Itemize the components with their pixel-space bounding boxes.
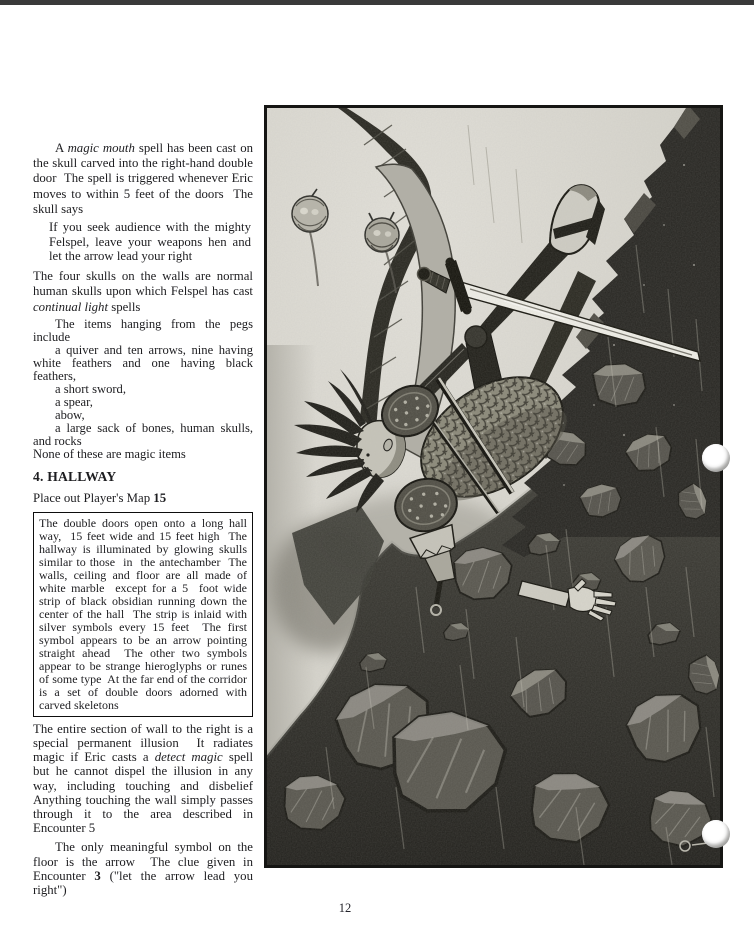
page-number: 12 (338, 901, 352, 915)
binder-punch-hole-top (702, 444, 730, 472)
items-intro: The items hanging from the pegs include (33, 316, 257, 344)
item-sack: a large sack of bones, human skulls, and rocks (33, 420, 257, 448)
left-text-column (33, 141, 260, 897)
item-spear: a spear, (55, 394, 93, 409)
paragraph-four-skulls: The four skulls on the walls are normal human skulls upon which Felspel has cast continual light spells (33, 269, 257, 314)
item-bow: abow, (55, 407, 85, 422)
paragraph-illusion: The entire section of wall to the right is a special permanent illusion It radiates magic if Eric casts a detect magic spell but he cannot dispel the illusion in any way, including touching and disbelief Anything touching the wall simply passes through it to the area described in Encounter 5 (33, 721, 260, 836)
map-instruction: Place out Player's Map 15 (33, 490, 167, 505)
hallway-heading: 4. HALLWAY (33, 468, 117, 484)
scan-top-edge (0, 0, 754, 5)
skull-quote-block: If you seek audience with the mighty Felspel, leave your weapons hen and let the arrow lead your right (49, 220, 255, 264)
item-short-sword: a short sword, (55, 381, 127, 396)
binder-punch-hole-bottom (702, 820, 730, 848)
falling-warrior-illustration (264, 105, 723, 868)
boxed-read-aloud-text: The double doors open onto a long hall way, 15 feet wide and 15 feet high The hallway is illuminated by glowing skulls similar to those in the antechamber The walls, ceiling and floor are all made of white marble except for a 5 foot wide strip of black obsidian running down the center of the hall The strip is inlaid with silver symbols every 15 feet The first symbol appears to be an arrow pointing straight ahead The other two symbols appear to be strange hieroglyphs or runes of some type At the far end of the corridor is a set of double doors adorned with carved skeletons (33, 512, 253, 717)
items-note: None of these are magic items (33, 446, 186, 461)
item-quiver: a quiver and ten arrows, nine having white feathers and one having black feathers, (33, 342, 257, 383)
paragraph-arrow-clue: The only meaningful symbol on the floor is the arrow The clue given in Encounter 3 ("let the arrow lead you right") (33, 840, 257, 897)
paragraph-magic-mouth: A magic mouth spell has been cast on the skull carved into the right-hand double door The spell is triggered whenever Eric moves to within 5 feet of the doors The skull says (33, 141, 257, 216)
